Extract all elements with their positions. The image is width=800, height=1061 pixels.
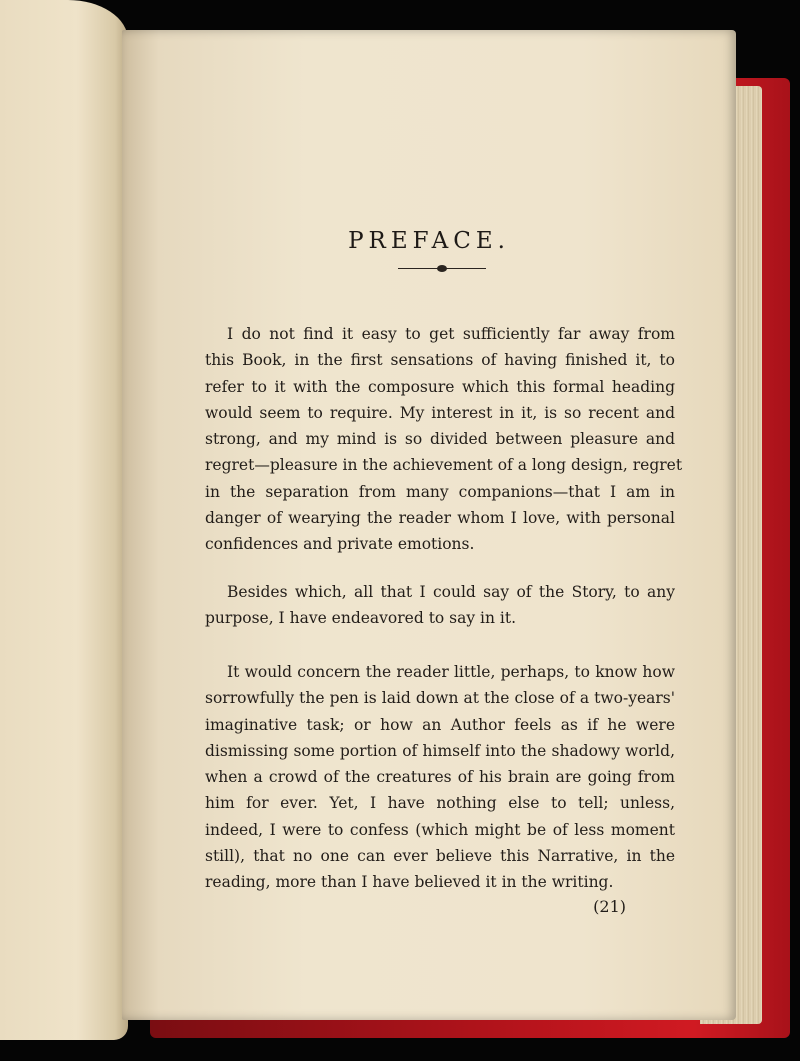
right-page: [122, 30, 736, 1020]
text-line: Besides which, all that I could say of the Story, to any: [227, 583, 675, 601]
title-ornament: [398, 266, 486, 272]
text-line: in the separation from many companions—that I am in: [205, 482, 675, 501]
text-line: confidences and private emotions.: [205, 535, 475, 554]
page-title: PREFACE.: [348, 228, 510, 254]
paragraph-3: [205, 659, 675, 896]
text-line: strong, and my mind is so divided between pleasure and: [205, 430, 675, 449]
text-line: when a crowd of the creatures of his brain are going from: [205, 768, 675, 787]
left-page: [0, 0, 128, 1040]
text-line: regret—pleasure in the achievement of a long design, regret: [205, 456, 683, 475]
text-line: imaginative task; or how an Author feels as if he were: [205, 715, 675, 734]
text-line: would seem to require. My interest in it, is so recent and: [205, 403, 675, 422]
text-line: him for ever. Yet, I have nothing else to tell; unless,: [205, 794, 675, 813]
text-line: purpose, I have endeavored to say in it.: [205, 609, 517, 628]
ornament-line-left: [398, 268, 438, 269]
paragraph-1: [205, 321, 683, 558]
text-line: dismissing some portion of himself into the shadowy world,: [205, 741, 675, 760]
text-line: danger of wearying the reader whom I love, with personal: [205, 509, 675, 528]
page-number: (21): [593, 897, 626, 916]
text-line: It would concern the reader little, perhaps, to know how: [227, 663, 675, 681]
text-line: this Book, in the first sensations of having finished it, to: [205, 351, 675, 370]
text-line: reading, more than I have believed it in the writing.: [205, 873, 614, 892]
text-line: I do not find it easy to get sufficiently far away from: [227, 325, 675, 343]
text-line: refer to it with the composure which this formal heading: [205, 377, 675, 396]
paragraph-2: [205, 579, 675, 632]
text-line: still), that no one can ever believe this Narrative, in the: [205, 847, 675, 866]
text-line: sorrowfully the pen is laid down at the close of a two-years': [205, 689, 675, 708]
ornament-line-right: [446, 268, 486, 269]
text-line: indeed, I were to confess (which might be of less moment: [205, 820, 675, 839]
